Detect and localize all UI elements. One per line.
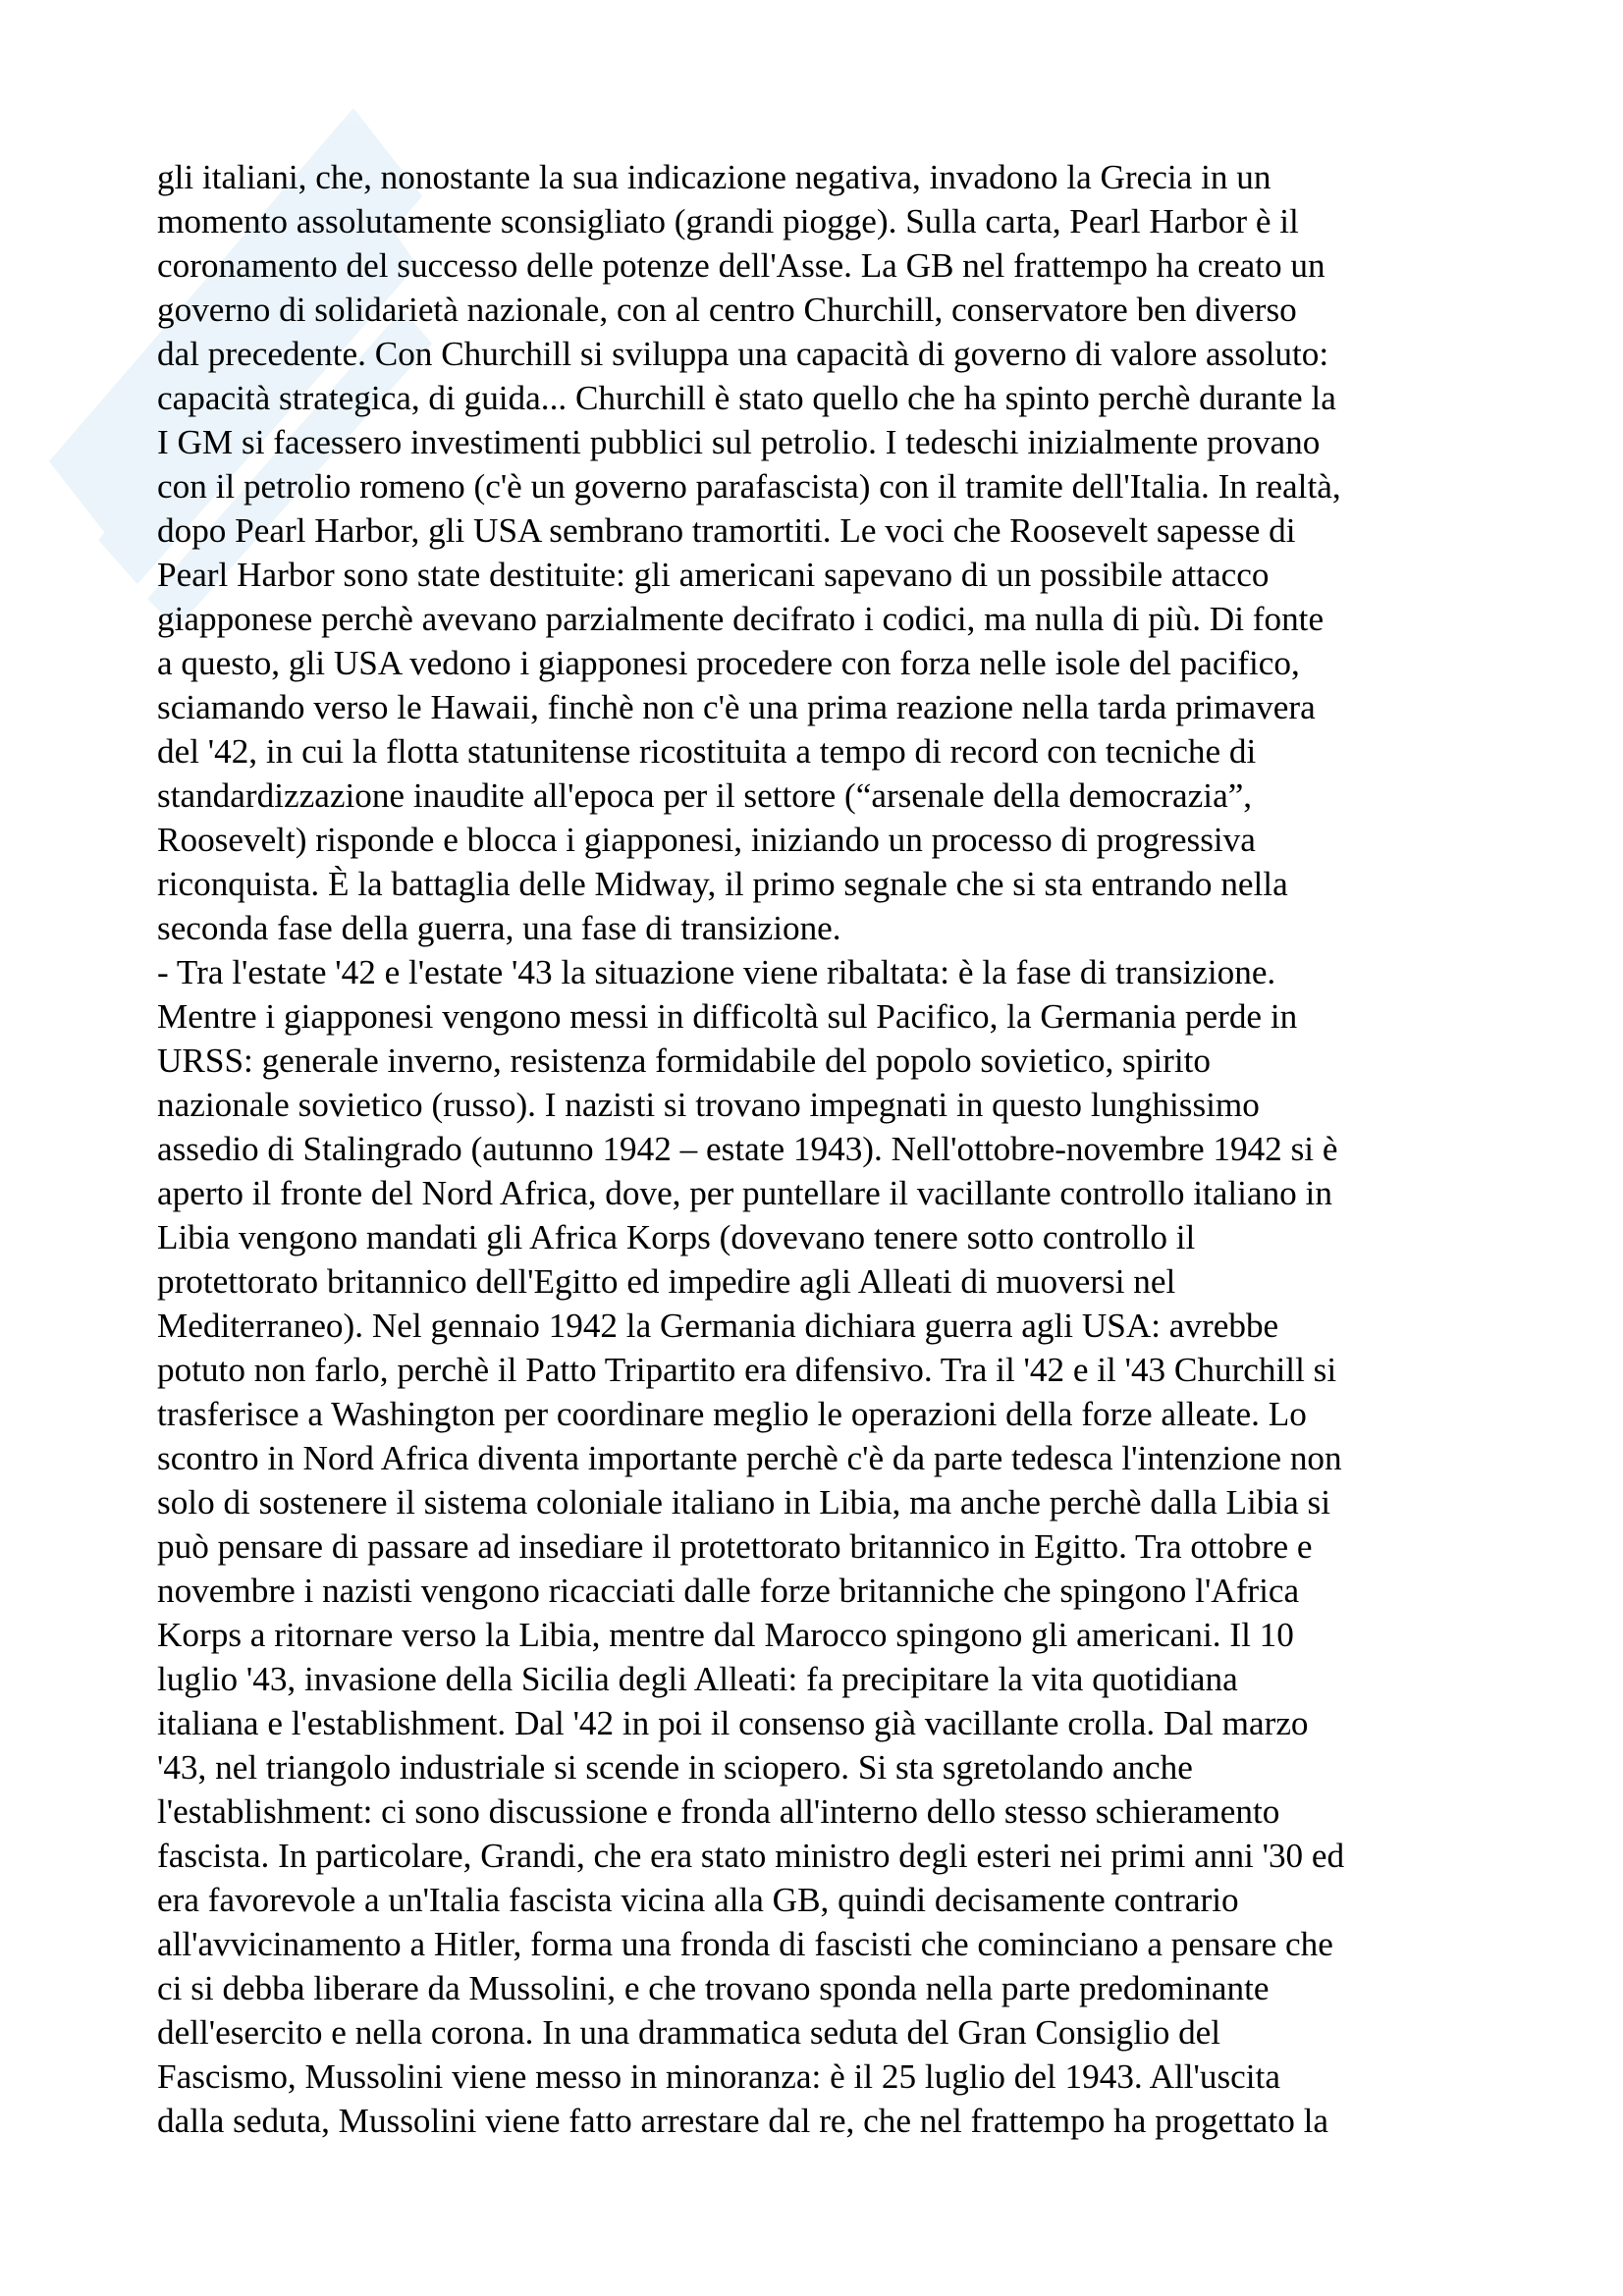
text-line: l'establishment: ci sono discussione e fronda all'interno dello stesso schieramento xyxy=(157,1792,1280,1831)
body-text xyxy=(157,155,1492,2143)
text-line: può pensare di passare ad insediare il protettorato britannico in Egitto. Tra ottobre e xyxy=(157,1527,1313,1566)
text-line: I GM si facessero investimenti pubblici sul petrolio. I tedeschi inizialmente provano xyxy=(157,423,1321,461)
text-line: coronamento del successo delle potenze dell'Asse. La GB nel frattempo ha creato un xyxy=(157,246,1325,285)
text-line: Pearl Harbor sono state destituite: gli americani sapevano di un possibile attacco xyxy=(157,556,1270,594)
text-line: dell'esercito e nella corona. In una drammatica seduta del Gran Consiglio del xyxy=(157,2013,1221,2052)
text-line: momento assolutamente sconsigliato (grandi piogge). Sulla carta, Pearl Harbor è il xyxy=(157,202,1299,240)
text-line: URSS: generale inverno, resistenza formidabile del popolo sovietico, spirito xyxy=(157,1041,1211,1080)
text-line: Libia vengono mandati gli Africa Korps (dovevano tenere sotto controllo il xyxy=(157,1218,1196,1256)
text-line: gli italiani, che, nonostante la sua indicazione negativa, invadono la Grecia in un xyxy=(157,158,1271,196)
text-line: Roosevelt) risponde e blocca i giapponesi, iniziando un processo di progressiva xyxy=(157,821,1256,859)
text-line: con il petrolio romeno (c'è un governo parafascista) con il tramite dell'Italia. In realtà, xyxy=(157,467,1341,506)
text-line: Korps a ritornare verso la Libia, mentre dal Marocco spingono gli americani. Il 10 xyxy=(157,1616,1294,1654)
text-line: capacità strategica, di guida... Churchill è stato quello che ha spinto perchè durante la xyxy=(157,379,1336,417)
text-line: dopo Pearl Harbor, gli USA sembrano tramortiti. Le voci che Roosevelt sapesse di xyxy=(157,511,1296,550)
text-line: novembre i nazisti vengono ricacciati dalle forze britanniche che spingono l'Africa xyxy=(157,1572,1300,1610)
text-line: protettorato britannico dell'Egitto ed impedire agli Alleati di muoversi nel xyxy=(157,1262,1176,1301)
text-line: Mediterraneo). Nel gennaio 1942 la Germania dichiara guerra agli USA: avrebbe xyxy=(157,1307,1279,1345)
text-line: all'avvicinamento a Hitler, forma una fronda di fascisti che cominciano a pensare che xyxy=(157,1925,1333,1963)
text-line: seconda fase della guerra, una fase di transizione. xyxy=(157,909,841,947)
text-line: solo di sostenere il sistema coloniale italiano in Libia, ma anche perchè dalla Libia si xyxy=(157,1483,1331,1522)
text-line: standardizzazione inaudite all'epoca per il settore (“arsenale della democrazia”, xyxy=(157,776,1253,815)
text-line: del '42, in cui la flotta statunitense ricostituita a tempo di record con tecniche di xyxy=(157,732,1257,771)
text-line: - Tra l'estate '42 e l'estate '43 la situazione viene ribaltata: è la fase di transizione. xyxy=(157,953,1276,991)
text-line: trasferisce a Washington per coordinare meglio le operazioni della forze alleate. Lo xyxy=(157,1395,1307,1433)
text-line: '43, nel triangolo industriale si scende in sciopero. Si sta sgretolando anche xyxy=(157,1748,1193,1787)
text-line: riconquista. È la battaglia delle Midway, il primo segnale che si sta entrando nella xyxy=(157,865,1288,903)
text-line: governo di solidarietà nazionale, con al centro Churchill, conservatore ben diverso xyxy=(157,291,1297,329)
text-line: nazionale sovietico (russo). I nazisti si trovano impegnati in questo lunghissimo xyxy=(157,1086,1260,1124)
text-line: potuto non farlo, perchè il Patto Tripartito era difensivo. Tra il '42 e il '43 Churchill si xyxy=(157,1351,1337,1389)
text-line: dalla seduta, Mussolini viene fatto arrestare dal re, che nel frattempo ha progettato la xyxy=(157,2102,1328,2140)
text-line: a questo, gli USA vedono i giapponesi procedere con forza nelle isole del pacifico, xyxy=(157,644,1300,682)
text-line: Fascismo, Mussolini viene messo in minoranza: è il 25 luglio del 1943. All'uscita xyxy=(157,2057,1280,2096)
text-line: era favorevole a un'Italia fascista vicina alla GB, quindi decisamente contrario xyxy=(157,1881,1239,1919)
text-line: italiana e l'establishment. Dal '42 in poi il consenso già vacillante crolla. Dal marzo xyxy=(157,1704,1309,1742)
text-line: dal precedente. Con Churchill si sviluppa una capacità di governo di valore assoluto: xyxy=(157,335,1329,373)
text-line: aperto il fronte del Nord Africa, dove, per puntellare il vacillante controllo italiano in xyxy=(157,1174,1332,1212)
text-line: ci si debba liberare da Mussolini, e che trovano sponda nella parte predominante xyxy=(157,1969,1270,2007)
text-line: sciamando verso le Hawaii, finchè non c'è una prima reazione nella tarda primavera xyxy=(157,688,1316,726)
text-line: assedio di Stalingrado (autunno 1942 – estate 1943). Nell'ottobre-novembre 1942 si è xyxy=(157,1130,1338,1168)
text-line: scontro in Nord Africa diventa importante perchè c'è da parte tedesca l'intenzione non xyxy=(157,1439,1342,1477)
text-line: giapponese perchè avevano parzialmente decifrato i codici, ma nulla di più. Di fonte xyxy=(157,600,1325,638)
text-line: luglio '43, invasione della Sicilia degli Alleati: fa precipitare la vita quotidiana xyxy=(157,1660,1238,1698)
text-line: fascista. In particolare, Grandi, che era stato ministro degli esteri nei primi anni '30 ed xyxy=(157,1837,1345,1875)
text-line: Mentre i giapponesi vengono messi in difficoltà sul Pacifico, la Germania perde in xyxy=(157,997,1298,1036)
